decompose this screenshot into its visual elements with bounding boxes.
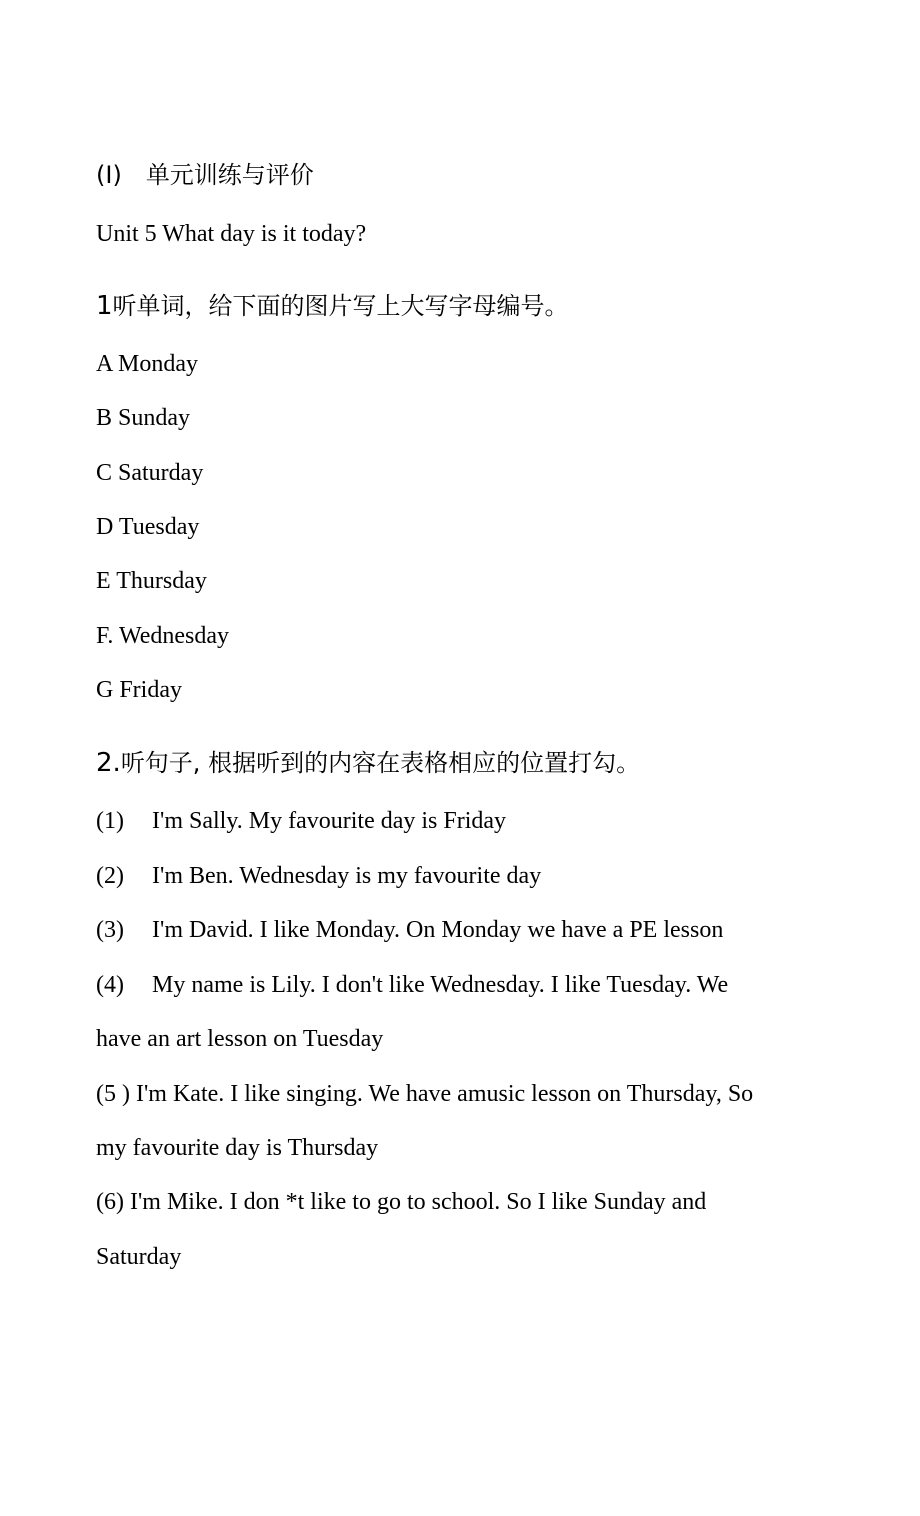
sentence-2 [96,861,541,891]
part1-heading [96,291,569,322]
word-item-b: B Sunday [96,405,191,431]
sentence-number: (3) [96,917,124,943]
sentence-6-continued: Saturday [96,1244,182,1270]
section-marker: (I) [96,161,122,189]
word-item-c: C Saturday [96,460,204,486]
sentence-5: (5 ) I'm Kate. I like singing. We have amusic lesson on Thursday, So [96,1081,754,1107]
sentence-4-continued: have an art lesson on Tuesday [96,1026,384,1052]
word-item-d: D Tuesday [96,514,200,540]
sentence-number: (4) [96,972,124,998]
part1-instruction: 听单词，给下面的图片写上大写字母编号。 [112,292,569,320]
section-title: 单元训练与评价 [145,161,314,189]
sentence-3 [96,915,723,945]
word-item-f: F. Wednesday [96,623,230,649]
part2-heading [96,748,640,779]
sentence-text: I'm Sally. My favourite day is Friday [152,808,507,834]
part2-instruction: 听句子, 根据听到的内容在表格相应的位置打勾。 [120,749,641,777]
sentence-text: My name is Lily. I don't like Wednesday. I like Tuesday. We [152,972,729,998]
sentence-text: I'm David. I like Monday. On Monday we have a PE lesson [152,917,724,943]
word-item-e: E Thursday [96,568,207,594]
sentence-text: I'm Ben. Wednesday is my favourite day [152,863,542,889]
sentence-number: (2) [96,863,124,889]
word-item-a: A Monday [96,351,198,377]
word-item-g: G Friday [96,677,182,703]
sentence-1 [96,806,506,836]
sentence-6: (6) I'm Mike. I don *t like to go to school. So I like Sunday and [96,1189,707,1215]
part2-number: 2. [96,748,121,778]
part1-number: 1 [96,291,113,321]
unit-title: Unit 5 What day is it today? [96,221,367,247]
sentence-4 [96,970,728,1000]
section-heading [96,160,314,191]
sentence-number: (1) [96,808,124,834]
sentence-5-continued: my favourite day is Thursday [96,1135,379,1161]
